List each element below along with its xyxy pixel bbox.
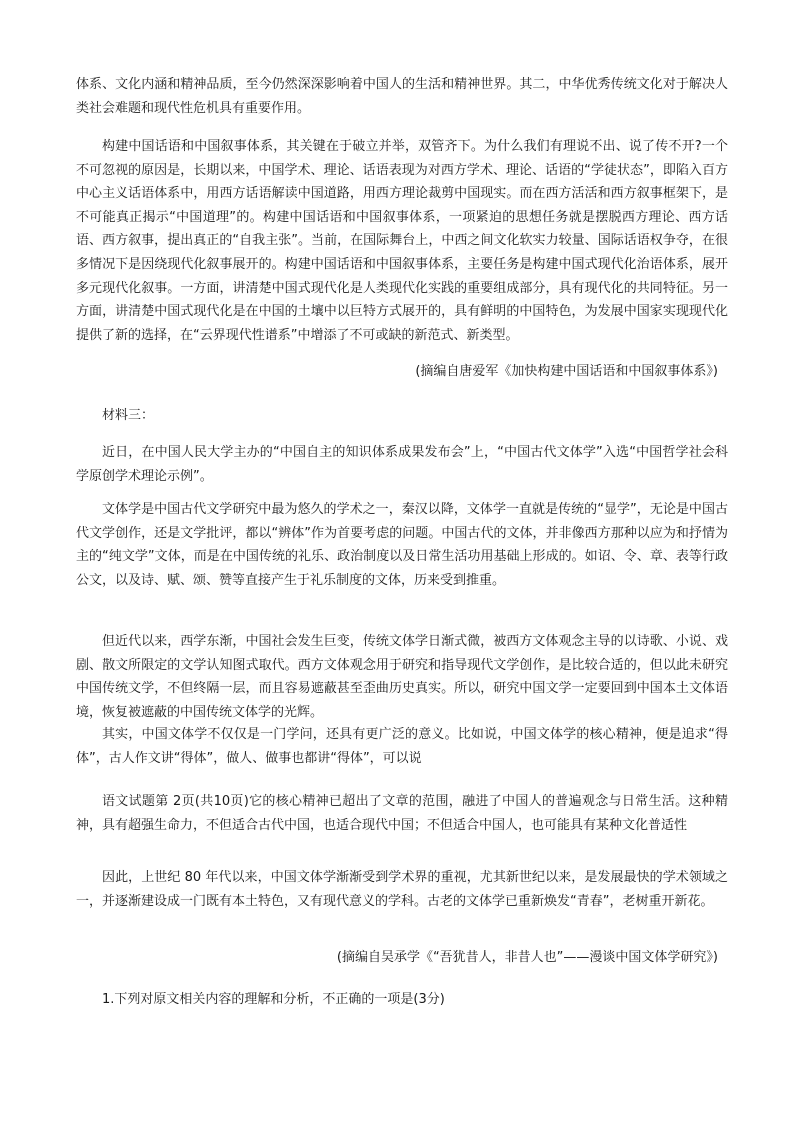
- paragraph-text: 其实，中国文体学不仅仅是一门学问，还具有更广泛的意义。比如说，中国文体学的核心精神，便是追求“得体”，古人作文讲“得体”，做人、做事也都讲“得体”，可以说: [76, 727, 728, 766]
- paragraph-text: 近日，在中国人民大学主办的“中国自主的知识体系成果发布会”上，“中国古代文体学”入选“中国哲学社会科学原创学术理论示例”。: [76, 445, 728, 484]
- paragraph-m3-6: [76, 866, 728, 913]
- question-1: 1.下列对原文相关内容的理解和分析，不正确的一项是(3分): [102, 992, 445, 1007]
- paragraph-text: 体系、文化内涵和精神品质，至今仍然深深影响着中国人的生活和精神世界。其二，中华优秀传统文化对于解决人类社会难题和现代性危机具有重要作用。: [76, 77, 728, 116]
- paragraph-text: 构建中国话语和中国叙事体系，其关键在于破立并举，双管齐下。为什么我们有理说不出、说了传不开?一个不可忽视的原因是，长期以来，中国学术、理论、话语表现为对西方学术、理论、话语的“学徒状态”，即陷入百方中心主义话语体系中，用西方话语解读中国道路，用西方理论裁剪中国现实。而在西方活活和西方叙事框架下，是不可能真正揭示“中国道理”的。构建中国话语和中国叙事体系，一项紧迫的思想任务就是摆脱西方理论、西方话语、西方叙事，提出真正的“自我主张”。当前，在国际舞台上，中西之间文化软实力较量、国际话语权争夺，在很多情况下是因绕现代化叙事展开的。构建中国话语和中国叙事体系，主要任务是构建中国式现代化治语体系，展开多元现代化叙事。一方面，讲清楚中国式现代化是人类现代化实践的重要组成部分，具有现代化的共同特征。另一方面，讲清楚中国式现代化是在中国的土壤中以巨特方式展开的，具有鲜明的中国特色，为发展中国家实现现代化提供了新的选择，在“云界现代性谱系”中增添了不可或缺的新范式、新类型。: [76, 139, 728, 343]
- paragraph-text: 语文试题第 2页(共10页)它的核心精神已超出了文章的范围，融进了中国人的普遍观念与日常生活。这种精神，具有超强生命力，不但适合古代中国，也适合现代中国；不但适合中国人，也可能具有某种文化普适性: [76, 794, 728, 833]
- paragraph-text: 但近代以来，西学东渐，中国社会发生巨变，传统文体学日渐式微，被西方文体观念主导的以诗歌、小说、戏剧、散文所限定的文学认知图式取代。西方文体观念用于研究和指导现代文学创作，是比较合适的，但以此未研究中国传统文学，不但终隔一层，而且容易遮蔽甚至歪曲历史真实。所以，研究中国文学一定要回到中国本土文体语境，恢复被遮蔽的中国传统文体学的光辉。: [76, 634, 728, 720]
- paragraph-m3-1: [76, 441, 728, 488]
- paragraph-m3-3: [76, 630, 728, 724]
- paragraph-text: 因此，上世纪 80 年代以来，中国文体学渐渐受到学术界的重视，尤其新世纪以来，是发展最快的学术领域之一，并逐渐建设成一门既有本土特色，又有现代意义的学科。古老的文体学已重新焕发“青春”，老树重开新花。: [76, 870, 728, 909]
- paragraph-top: [76, 73, 728, 120]
- material3-label: 材料三：: [102, 408, 155, 423]
- source-citation-1: (摘编自唐爱军《加快构建中国话语和中国叙事体系》): [415, 364, 718, 379]
- paragraph-text: 文体学是中国古代文学研究中最为悠久的学术之一，秦汉以降，文体学一直就是传统的“显学”，无论是中国古代文学创作，还是文学批评，都以“辨体”作为首要考虑的问题。中国古代的文体，并非像西方那种以应为和抒情为主的“纯文学”文体，而是在中国传统的礼乐、政治制度以及日常生活功用基础上形成的。如诏、令、章、表等行政公文，以及诗、赋、颂、赞等直接产生于礼乐制度的文体，历来受到推重。: [76, 502, 728, 588]
- paragraph-discourse: [76, 135, 728, 347]
- source-citation-2: (摘编自吴承学《“吾犹昔人，非昔人也”——漫谈中国文体学研究》): [336, 950, 718, 965]
- paragraph-m3-4: [76, 723, 728, 770]
- paragraph-m3-2: [76, 498, 728, 592]
- paragraph-m3-5: [76, 790, 728, 837]
